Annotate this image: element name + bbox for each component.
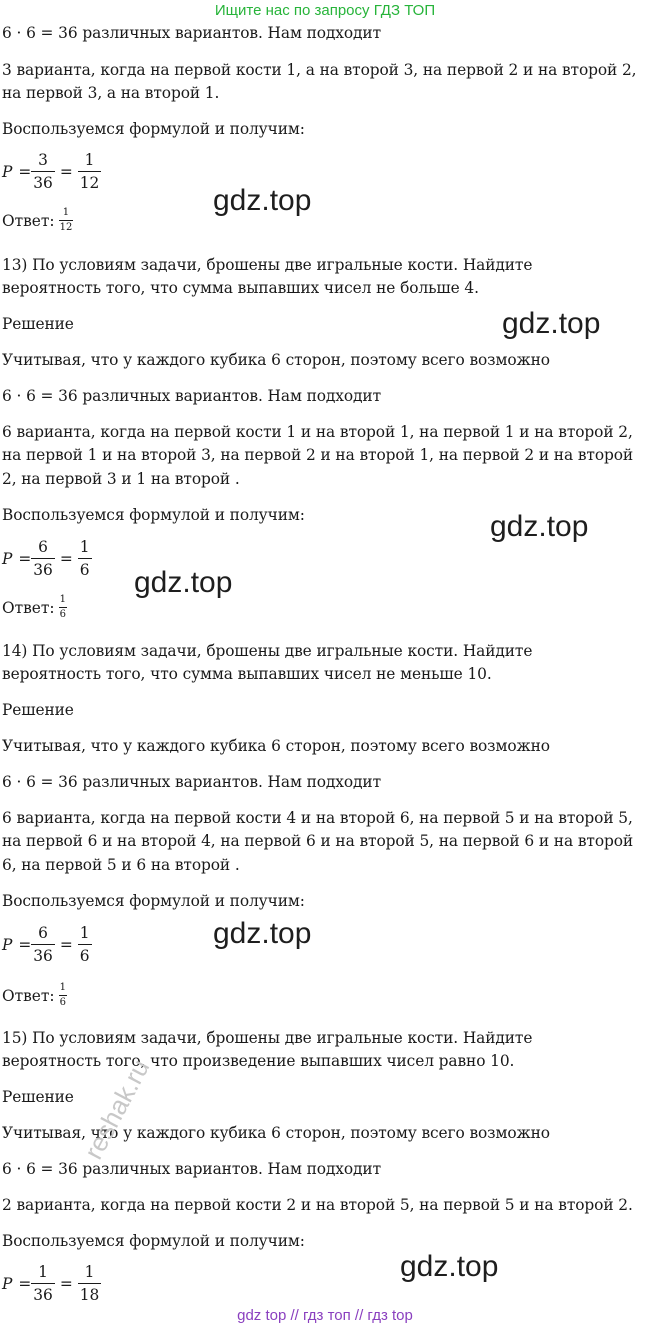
text-line: 6 · 6 = 36 различных вариантов. Нам подходит (2, 1160, 381, 1178)
denominator: 6 (59, 997, 66, 1008)
watermark-text: gdz.top (502, 307, 601, 340)
solution-heading: Решение (2, 1088, 74, 1106)
text-line: 3 варианта, когда на первой кости 1, а на второй 3, на первой 2 и на второй 2, (2, 61, 637, 79)
formula-variable: P (2, 1274, 13, 1293)
reshak-stamp: reshak.ru (78, 1054, 156, 1165)
fraction (31, 1262, 55, 1305)
formula-equals: = (18, 162, 32, 181)
fraction (78, 150, 102, 193)
task-heading: 15) По условиям задачи, брошены две игральные кости. Найдите (2, 1029, 533, 1047)
text-line: на первой 3, а на второй 1. (2, 84, 220, 102)
text-line: Учитывая, что у каждого кубика 6 сторон, поэтому всего возможно (2, 737, 550, 755)
task-heading: 14) По условиям задачи, брошены две игральные кости. Найдите (2, 642, 533, 660)
text-line: Учитывая, что у каждого кубика 6 сторон, поэтому всего возможно (2, 1124, 550, 1142)
solution-heading: Решение (2, 701, 74, 719)
numerator: 1 (84, 1263, 95, 1281)
formula-equals: = (59, 1274, 73, 1293)
numerator: 1 (79, 924, 90, 942)
text-line: 6 · 6 = 36 различных вариантов. Нам подходит (2, 773, 381, 791)
solution-heading: Решение (2, 315, 74, 333)
text-line: вероятность того, что сумма выпавших чисел не больше 4. (2, 279, 479, 297)
text-line: 2 варианта, когда на первой кости 2 и на второй 5, на первой 5 и на второй 2. (2, 1196, 633, 1214)
numerator: 3 (38, 151, 48, 169)
text-line: Воспользуемся формулой и получим: (2, 506, 305, 524)
formula-equals: = (59, 935, 73, 954)
answer-label: Ответ: (2, 211, 55, 230)
numerator: 1 (79, 538, 90, 556)
text-line: вероятность того, что сумма выпавших чисел не меньше 10. (2, 665, 492, 683)
numerator: 1 (59, 594, 66, 605)
formula-equals: = (18, 935, 32, 954)
formula-variable: P (2, 935, 13, 954)
text-line: вероятность того, что произведение выпавших чисел равно 10. (2, 1052, 515, 1070)
denominator: 36 (31, 1283, 55, 1305)
fraction (78, 537, 92, 580)
denominator: 6 (78, 558, 92, 580)
denominator: 36 (31, 558, 55, 580)
answer-fraction (59, 594, 67, 621)
fraction (31, 537, 55, 580)
text-line: 6 варианта, когда на первой кости 1 и на второй 1, на первой 1 и на второй 2, (2, 423, 633, 441)
answer-line (2, 594, 67, 621)
numerator: 1 (38, 1263, 48, 1281)
probability-formula (2, 150, 101, 193)
formula-variable: P (2, 162, 13, 181)
numerator: 1 (84, 151, 95, 169)
denominator: 6 (59, 609, 66, 620)
watermark-text: gdz.top (490, 510, 589, 543)
denominator: 36 (31, 944, 55, 966)
numerator: 1 (62, 207, 70, 218)
answer-label: Ответ: (2, 598, 55, 617)
formula-equals: = (18, 1274, 32, 1293)
numerator: 1 (59, 982, 66, 993)
denominator: 6 (78, 944, 92, 966)
task-heading: 13) По условиям задачи, брошены две игральные кости. Найдите (2, 256, 533, 274)
footer-links: gdz top // гдз топ // гдз top (237, 1307, 413, 1324)
search-banner: Ищите нас по запросу ГДЗ ТОП (214, 2, 436, 19)
denominator: 36 (31, 171, 55, 193)
formula-equals: = (59, 549, 73, 568)
answer-line (2, 982, 67, 1009)
fraction (78, 1262, 102, 1305)
text-line: 6 варианта, когда на первой кости 4 и на второй 6, на первой 5 и на второй 5, (2, 809, 633, 827)
fraction (31, 150, 55, 193)
text-line: Воспользуемся формулой и получим: (2, 1232, 305, 1250)
probability-formula (2, 537, 92, 580)
text-line: 6, на первой 5 и 6 на второй . (2, 856, 240, 874)
numerator: 6 (38, 538, 48, 556)
formula-equals: = (18, 549, 32, 568)
watermark-text: gdz.top (213, 184, 312, 217)
text-line: Учитывая, что у каждого кубика 6 сторон, поэтому всего возможно (2, 351, 550, 369)
denominator: 18 (78, 1283, 102, 1305)
denominator: 12 (59, 222, 73, 233)
answer-fraction (59, 207, 74, 234)
answer-line (2, 207, 73, 234)
text-line: Воспользуемся формулой и получим: (2, 120, 305, 138)
fraction (78, 923, 92, 966)
numerator: 6 (38, 924, 48, 942)
denominator: 12 (78, 171, 102, 193)
text-line: 6 · 6 = 36 различных вариантов. Нам подходит (2, 24, 381, 42)
text-line: 2, на первой 3 и 1 на второй . (2, 470, 240, 488)
watermark-text: gdz.top (134, 566, 233, 599)
probability-formula (2, 923, 92, 966)
probability-formula (2, 1262, 101, 1305)
text-line: на первой 1 и на второй 3, на первой 2 и на второй 1, на первой 2 и на второй (2, 446, 634, 464)
formula-equals: = (59, 162, 73, 181)
watermark-text: gdz.top (400, 1250, 499, 1283)
watermark-text: gdz.top (213, 917, 312, 950)
text-line: на первой 6 и на второй 4, на первой 6 и на второй 5, на первой 6 и на второй (2, 832, 634, 850)
formula-variable: P (2, 549, 13, 568)
answer-fraction (59, 982, 67, 1009)
text-line: Воспользуемся формулой и получим: (2, 892, 305, 910)
text-line: 6 · 6 = 36 различных вариантов. Нам подходит (2, 387, 381, 405)
fraction (31, 923, 55, 966)
answer-label: Ответ: (2, 986, 55, 1005)
